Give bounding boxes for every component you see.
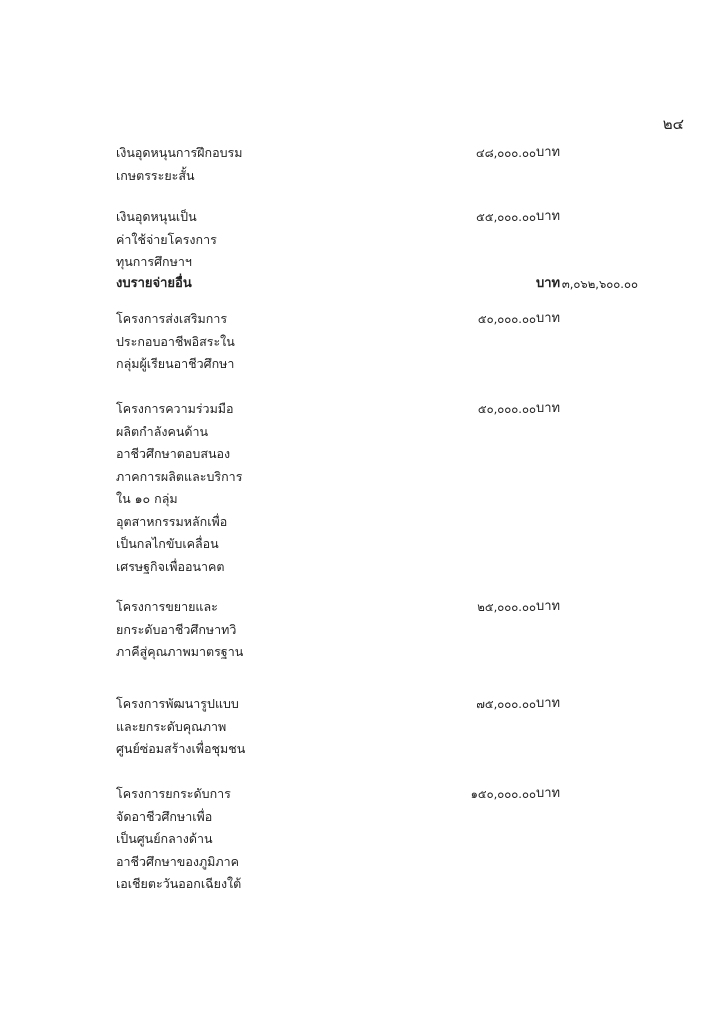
budget-entry-repair-center bbox=[116, 693, 676, 761]
budget-entry-workforce-cooperation bbox=[116, 398, 676, 578]
entry-amount: ๔๘,๐๐๐.๐๐ bbox=[476, 146, 536, 160]
description-line: ค่าใช้จ่ายโครงการ bbox=[116, 231, 217, 247]
description-line: เศรษฐกิจเพื่ออนาคต bbox=[116, 558, 225, 574]
description-line: อุตสาหกรรมหลักเพื่อ bbox=[116, 513, 228, 529]
entry-unit: บาท bbox=[536, 786, 561, 801]
description-line: ใน ๑๐ กลุ่ม bbox=[116, 491, 178, 506]
entry-unit: บาท bbox=[536, 209, 561, 224]
description-line: อาชีวศึกษาของภูมิภาค bbox=[116, 853, 240, 869]
description-line: จัดอาชีวศึกษาเพื่อ bbox=[116, 808, 213, 824]
budget-entry-dual-vocational bbox=[116, 596, 676, 664]
budget-entry-training-subsidy bbox=[116, 142, 676, 188]
description-line: และยกระดับคุณภาพ bbox=[116, 718, 227, 734]
description-line: เงินอุดหนุนการฝึกอบรม bbox=[116, 145, 243, 160]
entry-amount: ๗๕,๐๐๐.๐๐ bbox=[476, 697, 536, 711]
budget-heading-other-expenses bbox=[116, 273, 676, 297]
description-line: ภาคการผลิตและบริการ bbox=[116, 468, 243, 484]
description-line: ศูนย์ซ่อมสร้างเพื่อชุมชน bbox=[116, 741, 246, 756]
description-line: โครงการยกระดับการ bbox=[116, 786, 231, 801]
entry-unit: บาท bbox=[536, 276, 561, 291]
description-line: อาชีวศึกษาตอบสนอง bbox=[116, 446, 231, 461]
description-line: กลุ่มผู้เรียนอาชีวศึกษา bbox=[116, 356, 235, 371]
heading-total: ๓,๐๖๒,๖๐๐.๐๐ bbox=[561, 277, 638, 291]
description-line: ผลิตกำลังคนด้าน bbox=[116, 423, 209, 439]
entry-description bbox=[116, 693, 316, 761]
description-line: โครงการส่งเสริมการ bbox=[116, 311, 228, 326]
entry-amount: ๕๕,๐๐๐.๐๐ bbox=[476, 210, 536, 224]
entry-description bbox=[116, 596, 316, 664]
description-line: โครงการความร่วมมือ bbox=[116, 401, 234, 416]
heading-text: งบรายจ่ายอื่น bbox=[116, 276, 192, 291]
description-line: เป็นกลไกขับเคลื่อน bbox=[116, 536, 219, 551]
entry-amount: ๒๕,๐๐๐.๐๐ bbox=[477, 600, 536, 614]
description-line: เอเชียตะวันออกเฉียงใต้ bbox=[116, 876, 242, 891]
entry-amount: ๕๐,๐๐๐.๐๐ bbox=[477, 402, 536, 416]
entry-unit: บาท bbox=[536, 311, 561, 326]
entry-description bbox=[116, 308, 316, 376]
entry-amount: ๕๐,๐๐๐.๐๐ bbox=[477, 312, 536, 326]
entry-description bbox=[116, 142, 316, 187]
budget-entry-vocational-career bbox=[116, 308, 676, 376]
heading-label bbox=[116, 273, 316, 296]
description-line: ทุนการศึกษาฯ bbox=[116, 254, 192, 269]
budget-entry-scholarship-subsidy bbox=[116, 206, 676, 274]
entry-unit: บาท bbox=[536, 696, 561, 711]
description-line: เกษตรระยะสั้น bbox=[116, 167, 195, 183]
description-line: โครงการขยายและ bbox=[116, 599, 218, 614]
entry-description bbox=[116, 398, 316, 578]
entry-unit: บาท bbox=[536, 401, 561, 416]
entry-unit: บาท bbox=[536, 599, 561, 614]
description-line: เงินอุดหนุนเป็น bbox=[116, 209, 197, 224]
description-line: โครงการพัฒนารูปแบบ bbox=[116, 696, 239, 711]
description-line: เป็นศูนย์กลางด้าน bbox=[116, 831, 213, 846]
entry-description bbox=[116, 206, 316, 274]
page-number: ๒๔ bbox=[662, 115, 684, 133]
description-line: ภาคีสู่คุณภาพมาตรฐาน bbox=[116, 644, 244, 659]
description-line: ประกอบอาชีพอิสระใน bbox=[116, 333, 235, 349]
entry-unit: บาท bbox=[536, 145, 561, 160]
entry-description bbox=[116, 783, 316, 896]
entry-amount: ๑๕๐,๐๐๐.๐๐ bbox=[470, 787, 536, 801]
budget-entry-regional-hub bbox=[116, 783, 676, 897]
description-line: ยกระดับอาชีวศึกษาทวิ bbox=[116, 621, 237, 637]
